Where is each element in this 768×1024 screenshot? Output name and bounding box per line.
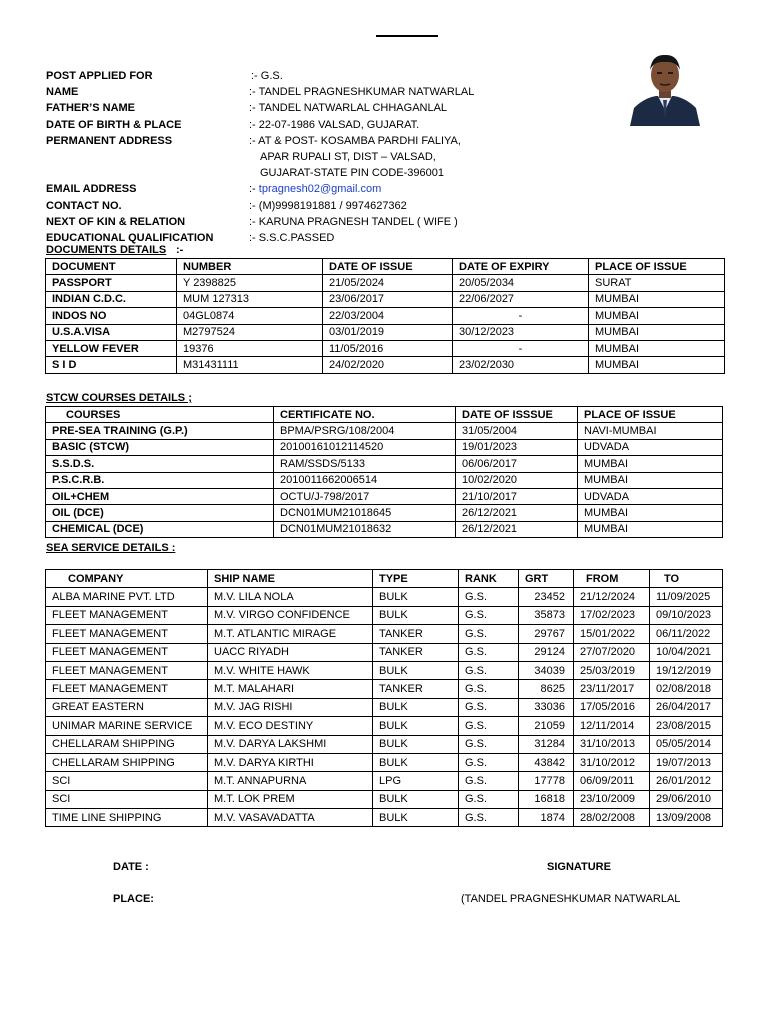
- table-cell: BULK: [373, 698, 459, 716]
- table-cell: UDVADA: [578, 488, 723, 504]
- sea-title: SEA SERVICE DETAILS :: [46, 542, 176, 554]
- column-header: COMPANY: [46, 570, 208, 588]
- table-cell: SURAT: [589, 275, 725, 291]
- table-cell: 24/02/2020: [323, 357, 453, 373]
- table-cell: BASIC (STCW): [46, 439, 274, 455]
- documents-title: DOCUMENTS DETAILS: [46, 244, 167, 256]
- table-cell: PRE-SEA TRAINING (G.P.): [46, 423, 274, 439]
- table-row: [46, 772, 723, 790]
- column-header: TYPE: [373, 570, 459, 588]
- table-cell: M.T. LOK PREM: [208, 790, 373, 808]
- table-cell: G.S.: [459, 698, 519, 716]
- table-cell: 23/10/2009: [574, 790, 650, 808]
- table-cell: BULK: [373, 753, 459, 771]
- table-cell: 11/05/2016: [323, 340, 453, 356]
- table-cell: INDIAN C.D.C.: [46, 291, 177, 307]
- table-row: [46, 357, 725, 373]
- table-cell: CHEMICAL (DCE): [46, 521, 274, 537]
- table-cell: G.S.: [459, 809, 519, 827]
- email-row: [46, 181, 606, 197]
- table-cell: 26/04/2017: [650, 698, 723, 716]
- table-cell: 12/11/2014: [574, 717, 650, 735]
- address-line-3: [46, 165, 606, 181]
- table-row: [46, 423, 723, 439]
- field-value: :- KARUNA PRAGNESH TANDEL ( WIFE ): [249, 215, 458, 228]
- table-cell: UDVADA: [578, 439, 723, 455]
- table-row: [46, 308, 725, 324]
- table-cell: M.V. DARYA KIRTHI: [208, 753, 373, 771]
- table-cell: MUMBAI: [589, 308, 725, 324]
- table-cell: 16818: [519, 790, 574, 808]
- table-row: [46, 456, 723, 472]
- table-cell: M.V. LILA NOLA: [208, 588, 373, 606]
- table-cell: G.S.: [459, 588, 519, 606]
- table-cell: 19376: [177, 340, 323, 356]
- table-cell: 31/05/2004: [456, 423, 578, 439]
- table-cell: G.S.: [459, 790, 519, 808]
- table-cell: 31/10/2012: [574, 753, 650, 771]
- portrait-image: [626, 46, 704, 126]
- table-cell: MUM 127313: [177, 291, 323, 307]
- table-cell: M31431111: [177, 357, 323, 373]
- table-cell: 19/01/2023: [456, 439, 578, 455]
- table-cell: YELLOW FEVER: [46, 340, 177, 356]
- field-value: [249, 181, 381, 197]
- table-cell: MUMBAI: [589, 291, 725, 307]
- table-cell: 10/02/2020: [456, 472, 578, 488]
- table-cell: G.S.: [459, 680, 519, 698]
- table-cell: -: [453, 340, 589, 356]
- address-line-2: [46, 149, 606, 165]
- table-cell: FLEET MANAGEMENT: [46, 606, 208, 624]
- column-header: DOCUMENT: [46, 259, 177, 275]
- table-cell: LPG: [373, 772, 459, 790]
- stcw-table: [45, 406, 723, 538]
- field-value: :- TANDEL NATWARLAL CHHAGANLAL: [249, 102, 448, 115]
- table-cell: UNIMAR MARINE SERVICE: [46, 717, 208, 735]
- table-cell: BULK: [373, 809, 459, 827]
- table-cell: M.V. DARYA LAKSHMI: [208, 735, 373, 753]
- birth-row: [46, 117, 606, 133]
- table-cell: 23/06/2017: [323, 291, 453, 307]
- table-cell: 26/12/2021: [456, 505, 578, 521]
- table-cell: OIL (DCE): [46, 505, 274, 521]
- table-cell: FLEET MANAGEMENT: [46, 661, 208, 679]
- table-cell: 33036: [519, 698, 574, 716]
- table-cell: MUMBAI: [589, 324, 725, 340]
- signature-label: SIGNATURE: [547, 861, 611, 873]
- table-cell: 8625: [519, 680, 574, 698]
- address-continuation: GUJARAT-STATE PIN CODE-396001: [260, 167, 444, 180]
- kin-row: [46, 214, 606, 230]
- table-row: [46, 472, 723, 488]
- table-cell: FLEET MANAGEMENT: [46, 625, 208, 643]
- table-cell: 19/07/2013: [650, 753, 723, 771]
- sea-body: [46, 588, 723, 827]
- column-header: DATE OF EXPIRY: [453, 259, 589, 275]
- table-cell: 22/06/2027: [453, 291, 589, 307]
- table-row: [46, 275, 725, 291]
- table-cell: 31284: [519, 735, 574, 753]
- table-cell: 23/08/2015: [650, 717, 723, 735]
- signature-name: (TANDEL PRAGNESHKUMAR NATWARLAL: [461, 893, 681, 905]
- field-label: EMAIL ADDRESS: [46, 183, 137, 196]
- table-cell: 09/10/2023: [650, 606, 723, 624]
- table-cell: FLEET MANAGEMENT: [46, 643, 208, 661]
- table-row: [46, 521, 723, 537]
- documents-body: [46, 275, 725, 373]
- field-value: :- S.S.C.PASSED: [249, 231, 335, 244]
- table-row: [46, 735, 723, 753]
- table-cell: BPMA/PSRG/108/2004: [274, 423, 456, 439]
- column-header: NUMBER: [177, 259, 323, 275]
- table-cell: Y 2398825: [177, 275, 323, 291]
- table-cell: 17/02/2023: [574, 606, 650, 624]
- table-cell: M.T. ANNAPURNA: [208, 772, 373, 790]
- table-cell: 19/12/2019: [650, 661, 723, 679]
- father-name-row: [46, 100, 606, 116]
- table-cell: DCN01MUM21018645: [274, 505, 456, 521]
- field-value: :- (M)9998191881 / 9974627362: [249, 199, 407, 212]
- table-cell: 28/02/2008: [574, 809, 650, 827]
- table-row: [46, 439, 723, 455]
- table-cell: M2797524: [177, 324, 323, 340]
- table-cell: BULK: [373, 735, 459, 753]
- table-cell: 02/08/2018: [650, 680, 723, 698]
- table-cell: 21/10/2017: [456, 488, 578, 504]
- table-cell: 21/12/2024: [574, 588, 650, 606]
- table-cell: INDOS NO: [46, 308, 177, 324]
- table-cell: M.V. ECO DESTINY: [208, 717, 373, 735]
- table-cell: M.T. MALAHARI: [208, 680, 373, 698]
- table-row: [46, 680, 723, 698]
- field-label: FATHER’S NAME: [46, 102, 136, 115]
- table-cell: MUMBAI: [578, 505, 723, 521]
- column-header: PLACE OF ISSUE: [578, 407, 723, 423]
- table-cell: 25/03/2019: [574, 661, 650, 679]
- table-cell: 15/01/2022: [574, 625, 650, 643]
- place-label: PLACE:: [113, 893, 154, 905]
- table-cell: ALBA MARINE PVT. LTD: [46, 588, 208, 606]
- table-cell: G.S.: [459, 753, 519, 771]
- table-cell: FLEET MANAGEMENT: [46, 680, 208, 698]
- column-header: DATE OF ISSSUE: [456, 407, 578, 423]
- table-cell: BULK: [373, 790, 459, 808]
- table-cell: MUMBAI: [578, 521, 723, 537]
- name-row: [46, 84, 606, 100]
- table-cell: CHELLARAM SHIPPING: [46, 735, 208, 753]
- table-cell: 06/09/2011: [574, 772, 650, 790]
- table-cell: 05/05/2014: [650, 735, 723, 753]
- table-cell: 1874: [519, 809, 574, 827]
- table-cell: PASSPORT: [46, 275, 177, 291]
- table-cell: M.V. JAG RISHI: [208, 698, 373, 716]
- field-label: DATE OF BIRTH & PLACE: [46, 118, 182, 131]
- table-cell: G.S.: [459, 735, 519, 753]
- post-applied-row: [46, 68, 606, 84]
- address-row: [46, 133, 606, 149]
- table-cell: UACC RIYADH: [208, 643, 373, 661]
- table-cell: 20/05/2034: [453, 275, 589, 291]
- table-cell: S.S.D.S.: [46, 456, 274, 472]
- table-cell: 11/09/2025: [650, 588, 723, 606]
- table-cell: -: [453, 308, 589, 324]
- address-continuation: APAR RUPALI ST, DIST – VALSAD,: [260, 150, 436, 163]
- table-cell: 23/11/2017: [574, 680, 650, 698]
- table-cell: 31/10/2013: [574, 735, 650, 753]
- table-cell: TANKER: [373, 625, 459, 643]
- table-cell: MUMBAI: [589, 357, 725, 373]
- table-cell: 34039: [519, 661, 574, 679]
- field-value: :- 22-07-1986 VALSAD, GUJARAT.: [249, 118, 420, 131]
- column-header: COURSES: [46, 407, 274, 423]
- table-cell: 29767: [519, 625, 574, 643]
- table-cell: G.S.: [459, 717, 519, 735]
- table-cell: NAVI-MUMBAI: [578, 423, 723, 439]
- table-cell: 22/03/2004: [323, 308, 453, 324]
- table-cell: BULK: [373, 661, 459, 679]
- table-row: [46, 790, 723, 808]
- contact-row: [46, 198, 606, 214]
- table-cell: 21/05/2024: [323, 275, 453, 291]
- table-cell: 21059: [519, 717, 574, 735]
- column-header: PLACE OF ISSUE: [589, 259, 725, 275]
- column-header: FROM: [574, 570, 650, 588]
- table-cell: BULK: [373, 717, 459, 735]
- table-cell: 29124: [519, 643, 574, 661]
- table-cell: 43842: [519, 753, 574, 771]
- email-link[interactable]: tpragnesh02@gmail.com: [258, 183, 382, 196]
- table-cell: S I D: [46, 357, 177, 373]
- table-cell: U.S.A.VISA: [46, 324, 177, 340]
- table-cell: MUMBAI: [578, 456, 723, 472]
- column-header: DATE OF ISSUE: [323, 259, 453, 275]
- table-row: [46, 340, 725, 356]
- table-cell: 26/12/2021: [456, 521, 578, 537]
- column-header: RANK: [459, 570, 519, 588]
- stcw-title: STCW COURSES DETAILS ;: [46, 392, 192, 404]
- table-cell: M.V. VIRGO CONFIDENCE: [208, 606, 373, 624]
- table-cell: 17/05/2016: [574, 698, 650, 716]
- table-cell: MUMBAI: [578, 472, 723, 488]
- table-cell: 06/06/2017: [456, 456, 578, 472]
- field-value: :- TANDEL PRAGNESHKUMAR NATWARLAL: [249, 86, 475, 99]
- table-cell: G.S.: [459, 625, 519, 643]
- column-header: TO: [650, 570, 723, 588]
- column-header: GRT: [519, 570, 574, 588]
- table-row: [46, 809, 723, 827]
- stcw-body: [46, 423, 723, 538]
- table-cell: 2010011662006514: [274, 472, 456, 488]
- table-row: [46, 324, 725, 340]
- applicant-photo: [626, 46, 704, 126]
- table-header-row: [46, 407, 723, 423]
- table-row: [46, 488, 723, 504]
- table-cell: GREAT EASTERN: [46, 698, 208, 716]
- table-cell: G.S.: [459, 661, 519, 679]
- table-cell: 17778: [519, 772, 574, 790]
- table-cell: G.S.: [459, 772, 519, 790]
- table-cell: SCI: [46, 790, 208, 808]
- documents-title-wrap: [46, 243, 166, 257]
- table-row: [46, 698, 723, 716]
- table-cell: 04GL0874: [177, 308, 323, 324]
- table-row: [46, 291, 725, 307]
- table-cell: 03/01/2019: [323, 324, 453, 340]
- table-header-row: [46, 259, 725, 275]
- table-cell: TIME LINE SHIPPING: [46, 809, 208, 827]
- table-cell: 13/09/2008: [650, 809, 723, 827]
- table-cell: 26/01/2012: [650, 772, 723, 790]
- date-label: DATE :: [113, 861, 149, 873]
- table-cell: 20100161012114520: [274, 439, 456, 455]
- table-cell: BULK: [373, 606, 459, 624]
- column-header: CERTIFICATE NO.: [274, 407, 456, 423]
- table-cell: OCTU/J-798/2017: [274, 488, 456, 504]
- top-rule: [376, 35, 438, 37]
- table-cell: 30/12/2023: [453, 324, 589, 340]
- email-prefix: :-: [249, 183, 259, 196]
- table-cell: M.V. WHITE HAWK: [208, 661, 373, 679]
- field-label: PERMANENT ADDRESS: [46, 134, 173, 147]
- field-label: NEXT OF KIN & RELATION: [46, 215, 186, 228]
- sea-service-table: [45, 569, 723, 827]
- field-value: :- AT & POST- KOSAMBA PARDHI FALIYA,: [249, 134, 461, 147]
- table-cell: DCN01MUM21018632: [274, 521, 456, 537]
- table-row: [46, 717, 723, 735]
- table-cell: 23/02/2030: [453, 357, 589, 373]
- table-header-row: [46, 570, 723, 588]
- table-cell: 29/06/2010: [650, 790, 723, 808]
- table-row: [46, 505, 723, 521]
- table-cell: P.S.C.R.B.: [46, 472, 274, 488]
- table-cell: G.S.: [459, 643, 519, 661]
- table-row: [46, 643, 723, 661]
- table-cell: TANKER: [373, 680, 459, 698]
- table-cell: 10/04/2021: [650, 643, 723, 661]
- table-cell: 35873: [519, 606, 574, 624]
- table-row: [46, 606, 723, 624]
- table-row: [46, 753, 723, 771]
- field-label: EDUCATIONAL QUALIFICATION: [46, 231, 214, 244]
- table-cell: MUMBAI: [589, 340, 725, 356]
- table-cell: SCI: [46, 772, 208, 790]
- table-row: [46, 661, 723, 679]
- field-label: POST APPLIED FOR: [46, 70, 153, 82]
- table-cell: G.S.: [459, 606, 519, 624]
- documents-title-suffix: :-: [176, 244, 184, 256]
- table-cell: TANKER: [373, 643, 459, 661]
- field-label: CONTACT NO.: [46, 199, 122, 212]
- table-row: [46, 588, 723, 606]
- table-cell: 27/07/2020: [574, 643, 650, 661]
- personal-details: [46, 68, 606, 246]
- table-row: [46, 625, 723, 643]
- table-cell: 06/11/2022: [650, 625, 723, 643]
- table-cell: 23452: [519, 588, 574, 606]
- field-value: :- G.S.: [251, 70, 283, 82]
- field-label: NAME: [46, 86, 79, 99]
- table-cell: RAM/SSDS/5133: [274, 456, 456, 472]
- table-cell: BULK: [373, 588, 459, 606]
- table-cell: M.T. ATLANTIC MIRAGE: [208, 625, 373, 643]
- column-header: SHIP NAME: [208, 570, 373, 588]
- documents-table: [45, 258, 725, 374]
- table-cell: OIL+CHEM: [46, 488, 274, 504]
- table-cell: M.V. VASAVADATTA: [208, 809, 373, 827]
- table-cell: CHELLARAM SHIPPING: [46, 753, 208, 771]
